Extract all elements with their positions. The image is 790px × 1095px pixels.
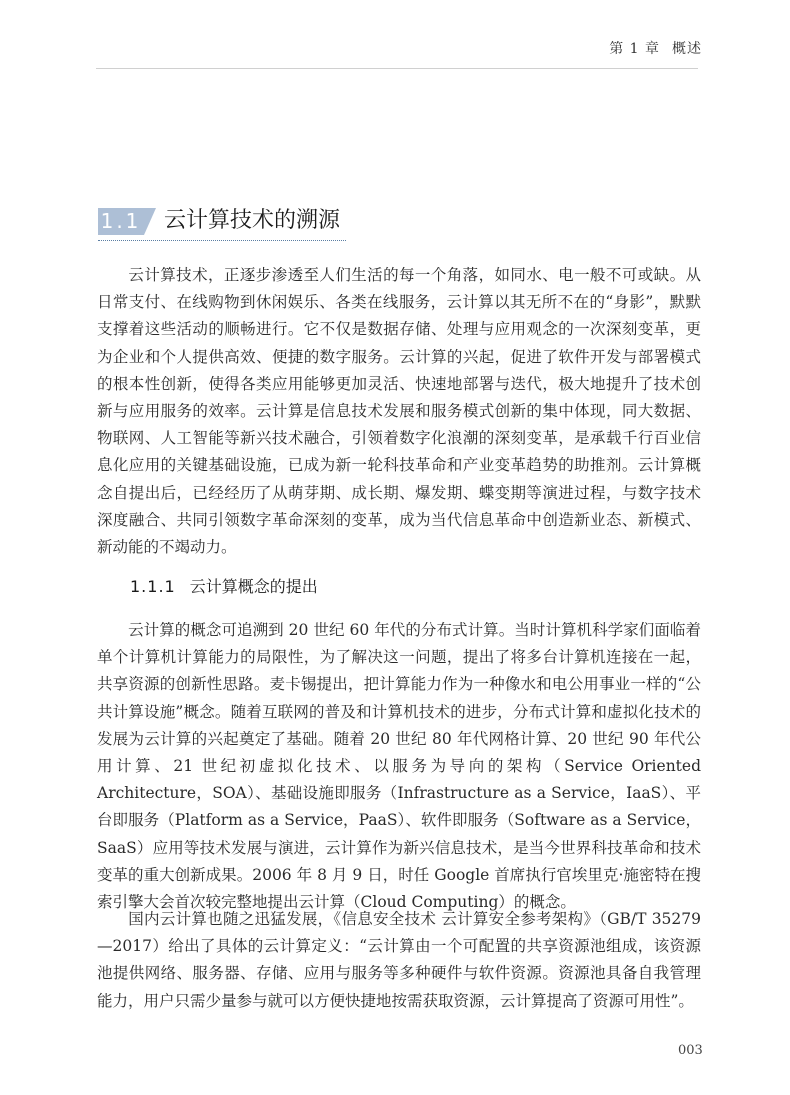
header-chapter: 第 1 章: [609, 41, 660, 57]
page-number: 003: [678, 1043, 703, 1058]
section-number: 1.1: [98, 208, 144, 235]
subsection-title: 云计算概念的提出: [189, 577, 318, 596]
paragraph-intro-text: 云计算技术，正逐步渗透至人们生活的每一个角落，如同水、电一般不可或缺。从日常支付、在线购物到休闲娱乐、各类在线服务，云计算以其无所不在的“身影”，默默支撑着这些活动的顺畅进行。它不仅是数据存储、处理与应用观念的一次深刻变革，更为企业和个人提供高效、便捷的数字服务。云计算的兴起，促进了软件开发与部署模式的根本性创新，使得各类应用能够更加灵活、快速地部署与迭代，极大地提升了技术创新与应用服务的效率。云计算是信息技术发展和服务模式创新的集中体现，同大数据、物联网、人工智能等新兴技术融合，引领着数字化浪潮的深刻变革，是承载千行百业信息化应用的关键基础设施，已成为新一轮科技革命和产业变革趋势的助推剂。云计算概念自提出后，已经经历了从萌芽期、成长期、爆发期、蝶变期等演进过程，与数字技术深度融合、共同引领数字革命深刻的变革，成为当代信息革命中创造新业态、新模式、新动能的不竭动力。: [97, 266, 701, 557]
paragraph-definition: [97, 906, 701, 1015]
section-number-arrow: [144, 208, 156, 235]
running-header: [609, 38, 702, 58]
section-title: 云计算技术的溯源: [164, 208, 341, 233]
paragraph-history-text: 云计算的概念可追溯到 20 世纪 60 年代的分布式计算。当时计算机科学家们面临着单个计算机计算能力的局限性，为了解决这一问题，提出了将多台计算机连接在一起，共享资源的创新性思路。麦卡锡提出，把计算能力作为一种像水和电公用事业一样的“公共计算设施”概念。随着互联网的普及和计算机技术的进步，分布式计算和虚拟化技术的发展为云计算的兴起奠定了基础。随着 20 世纪 80 年代网格计算、20 世纪 90 年代公用计算、21 世纪初虚拟化技术、以服务为导向的架构（Service Oriented Architecture，SOA）、基础设施即服务（Infrastructure as a Service，IaaS）、平台即服务（Platform as a Service，PaaS）、软件即服务（Software as a Service，SaaS）应用等技术发展与演进，云计算作为新兴信息技术，是当今世界科技革命和技术变革的重大创新成果。2006 年 8 月 9 日，时任 Google 首席执行官埃里克·施密特在搜索引擎大会首次较完整地提出云计算（Cloud Computing）的概念。: [97, 621, 701, 912]
header-divider: [96, 68, 698, 69]
paragraph-intro: [97, 262, 701, 561]
paragraph-definition-text: 国内云计算也随之迅猛发展，《信息安全技术 云计算安全参考架构》（GB/T 35279—2017）给出了具体的云计算定义：“云计算由一个可配置的共享资源池组成，该资源池提供网络、服务器、存储、应用与服务等多种硬件与软件资源。资源池具备自我管理能力，用户只需少量参与就可以方便快捷地按需获取资源，云计算提高了资源可用性”。: [97, 910, 701, 1010]
section-heading: [98, 204, 346, 241]
subsection-heading: [130, 574, 318, 597]
header-title: 概述: [672, 41, 702, 57]
paragraph-history: [97, 617, 701, 916]
subsection-number: 1.1.1: [130, 577, 176, 596]
